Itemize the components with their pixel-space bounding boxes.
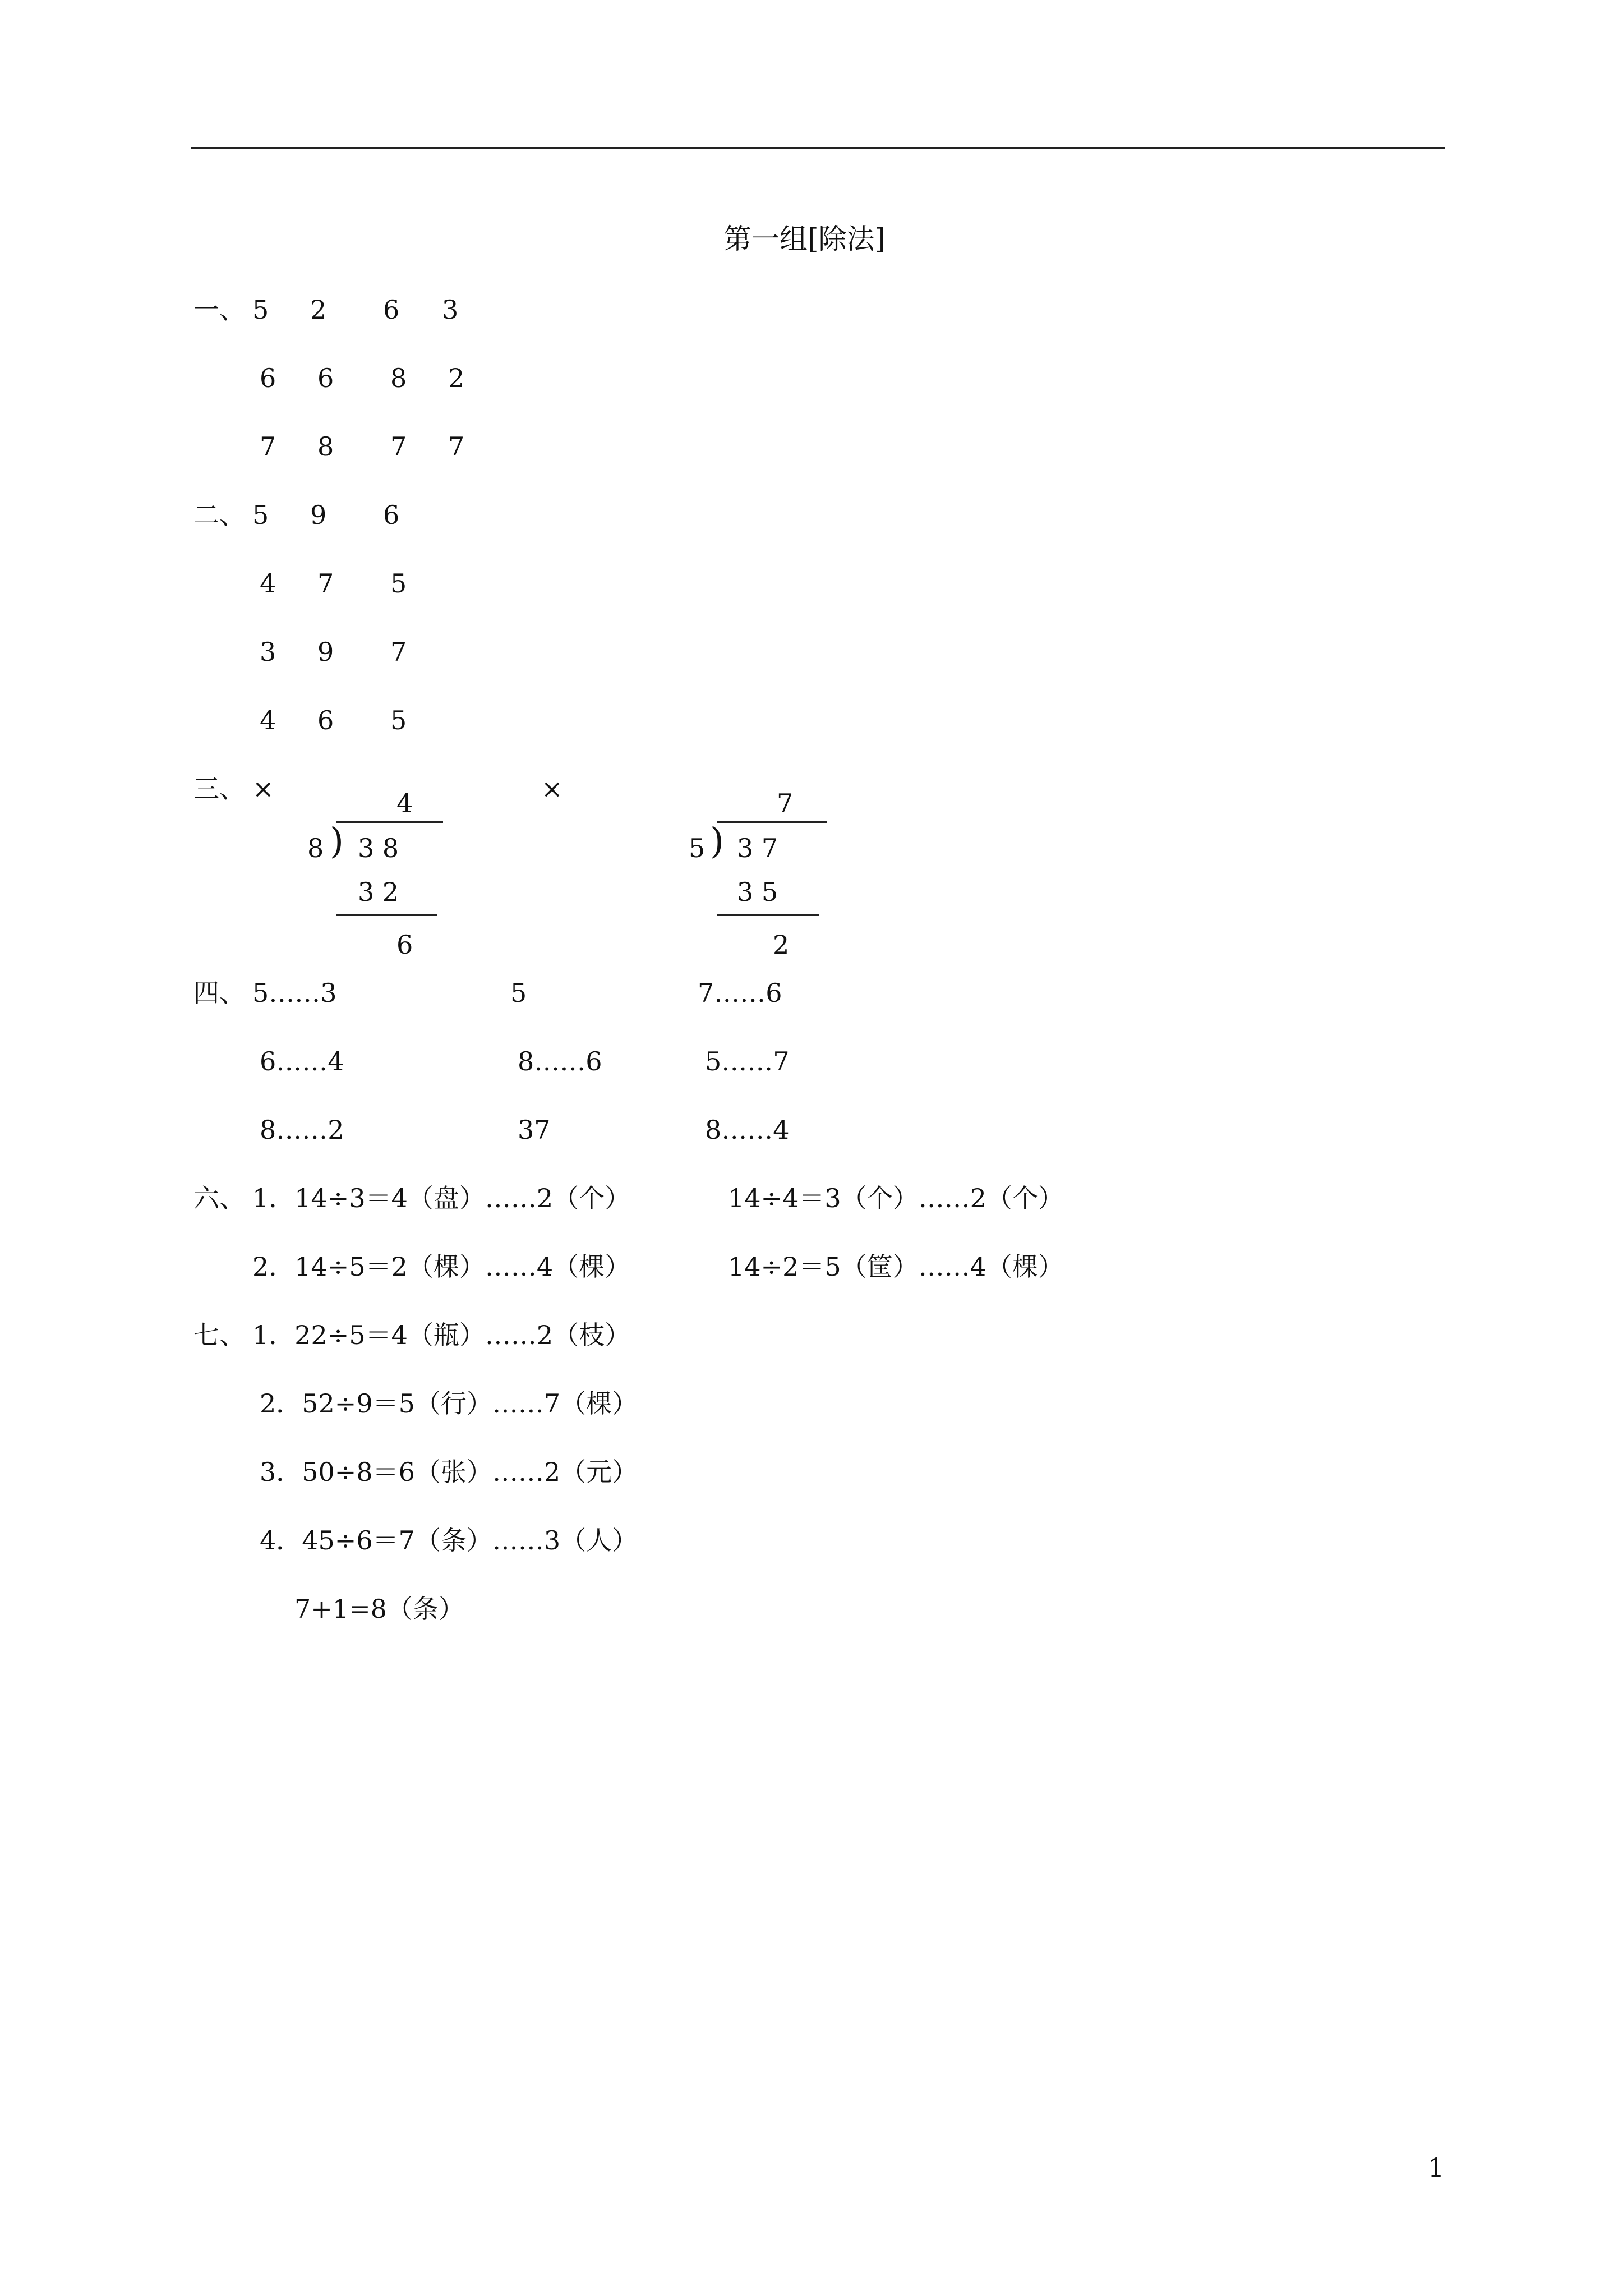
section-4-label: 四、	[193, 978, 245, 1008]
page-number: 1	[1428, 2152, 1445, 2183]
section-1-label: 一、	[193, 295, 245, 325]
answer-cell: 5……7	[705, 1046, 790, 1076]
answer-cell: 6	[317, 363, 334, 393]
answer-cell: 4	[260, 705, 276, 735]
remainder: 2	[773, 930, 790, 960]
answer-cell: 5	[510, 978, 527, 1008]
answer-cell: 7	[448, 431, 465, 462]
wrong-mark: ×	[541, 774, 563, 804]
answer-cell: 7……6	[698, 978, 782, 1008]
answer-cell: 5	[390, 568, 407, 599]
answer-cell: 5	[390, 705, 407, 735]
answer-cell: 3	[442, 295, 459, 325]
answer-cell: 6……4	[260, 1046, 344, 1076]
answer-cell: 8……6	[518, 1046, 602, 1076]
answer-cell: 3	[260, 637, 276, 667]
divisor: 8	[307, 833, 324, 863]
answer-line: 2．14÷5＝2（棵）……4（棵）	[252, 1251, 631, 1282]
subtraction-bar	[336, 914, 437, 916]
section-3-label: 三、	[193, 774, 245, 804]
answer-cell: 2	[448, 363, 465, 393]
answer-cell: 8	[390, 363, 407, 393]
answer-line: 14÷4＝3（个）……2（个）	[728, 1183, 1064, 1213]
answer-cell: 9	[317, 637, 334, 667]
answer-cell: 7	[390, 637, 407, 667]
dividend: 3 8	[358, 833, 399, 863]
subtraction-bar	[717, 914, 819, 916]
division-bar	[336, 821, 443, 823]
page-title: 第一组[除法]	[723, 223, 886, 255]
answer-cell: 5	[252, 295, 269, 325]
product: 3 5	[737, 877, 778, 907]
answer-cell: 5	[252, 500, 269, 530]
section-2-label: 二、	[193, 500, 245, 530]
quotient: 4	[396, 788, 413, 818]
quotient: 7	[777, 788, 794, 818]
answer-line: 1．14÷3＝4（盘）……2（个）	[252, 1183, 631, 1213]
answer-cell: 2	[310, 295, 327, 325]
section-7-label: 七、	[193, 1320, 245, 1350]
divisor: 5	[689, 833, 706, 863]
answer-cell: 37	[518, 1115, 551, 1145]
division-bar	[717, 821, 827, 823]
division-bracket: )	[710, 821, 724, 862]
answer-cell: 7	[260, 431, 276, 462]
answer-cell: 7	[390, 431, 407, 462]
answer-line: 1．22÷5＝4（瓶）……2（枝）	[252, 1320, 631, 1350]
answer-cell: 6	[260, 363, 276, 393]
wrong-mark: ×	[252, 774, 274, 804]
answer-cell: 8……2	[260, 1115, 344, 1145]
answer-cell: 6	[317, 705, 334, 735]
answer-line: 4．45÷6＝7（条）……3（人）	[260, 1525, 638, 1556]
answer-cell: 7	[317, 568, 334, 599]
answer-cell: 8……4	[705, 1115, 790, 1145]
answer-line: 3．50÷8＝6（张）……2（元）	[260, 1457, 638, 1487]
remainder: 6	[396, 930, 413, 960]
answer-line: 7+1=8（条）	[294, 1594, 464, 1624]
product: 3 2	[358, 877, 399, 907]
answer-cell: 6	[383, 500, 400, 530]
answer-cell: 8	[317, 431, 334, 462]
section-6-label: 六、	[193, 1183, 245, 1213]
answer-cell: 9	[310, 500, 327, 530]
answer-cell: 4	[260, 568, 276, 599]
answer-line: 14÷2＝5（筐）……4（棵）	[728, 1251, 1064, 1282]
answer-cell: 5……3	[252, 978, 337, 1008]
division-bracket: )	[330, 821, 344, 862]
answer-cell: 6	[383, 295, 400, 325]
dividend: 3 7	[737, 833, 778, 863]
header-rule	[191, 147, 1445, 149]
answer-line: 2．52÷9＝5（行）……7（棵）	[260, 1388, 638, 1419]
